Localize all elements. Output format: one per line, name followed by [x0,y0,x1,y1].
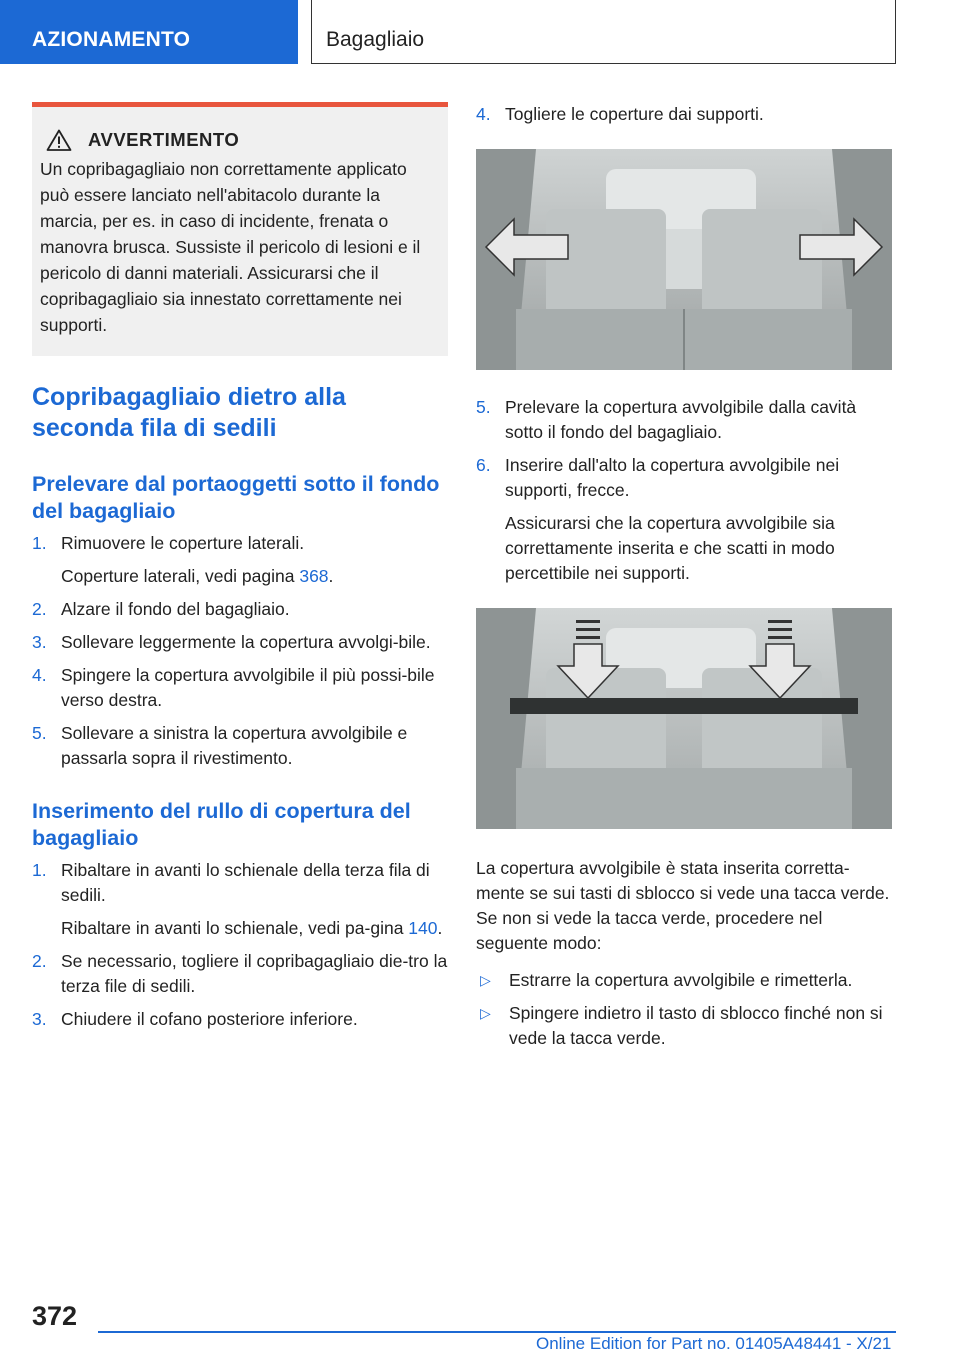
steps-list-remove [32,531,448,771]
step-number: 3. [32,632,47,652]
page-title-box [311,0,896,64]
warning-header [46,129,440,151]
step-number: 4. [32,665,47,685]
step-text: Spingere la copertura avvolgibile il più possi-bile verso destra. [61,665,435,710]
step-number: 2. [32,951,47,971]
step-reference [61,916,448,941]
steps-list-right-b [476,395,892,586]
page-link[interactable]: 368 [299,566,329,586]
step-text: Ribaltare in avanti lo schienale della terza fila di sedili. [61,860,430,905]
step-number: 5. [476,397,491,417]
section-heading: Copribagagliaio dietro alla seconda fila di sedili [32,383,346,442]
step-item [32,858,448,941]
steps-list-insert [32,858,448,1032]
bullet-text: Spingere indietro il tasto di sblocco finché non si vede la tacca verde. [509,1003,883,1048]
reference-text: Ribaltare in avanti lo schienale, vedi pa-gina [61,918,409,938]
reference-suffix: . [437,918,443,938]
step-number: 5. [32,723,47,743]
warning-box [32,102,448,356]
section-title: AZIONAMENTO [32,28,191,51]
step-note: Assicurarsi che la copertura avvolgibile sia correttamente inserita e che scatti in modo percettibile nei supporti. [505,513,835,583]
bullet-item [476,1001,892,1051]
left-column [32,102,448,1040]
subsection-heading-insert: Inserimento del rullo di copertura del bagagliaio [32,799,411,850]
bullet-text: Estrarre la copertura avvolgibile e rimetterla. [509,970,853,990]
step-item [32,531,448,589]
step-item [32,663,448,713]
warning-text: Un copribagagliaio non correttamente applicato può essere lanciato nell'abitacolo durante la marcia, per es. in caso di incidente, frenata o manovra brusca. Sussiste il pericolo di lesioni e il pericolo di danni materiali. Assicurarsi che il copribagagliaio sia innestato correttamente nei supporti. [40,159,421,335]
step-number: 6. [476,455,491,475]
trunk-photo-side-covers [476,149,892,370]
reference-text: Coperture laterali, vedi pagina [61,566,300,586]
step-item [32,597,448,622]
step-text: Sollevare leggermente la copertura avvolgi-bile. [61,632,431,652]
step-text: Rimuovere le coperture laterali. [61,533,305,553]
step-item [32,630,448,655]
footer-divider [98,1331,896,1333]
subsection-heading-remove: Prelevare dal portaoggetti sotto il fondo del bagagliaio [32,472,440,523]
bullet-item [476,968,892,993]
step-text: Chiudere il cofano posteriore inferiore. [61,1009,358,1029]
steps-list-right-a [476,102,892,127]
step-number: 2. [32,599,47,619]
bullet-marker-icon: ▷ [480,1005,491,1021]
footer-edition: Online Edition for Part no. 01405A48441 - X/21 [536,1334,892,1353]
step-number: 1. [32,533,47,553]
step-text: Prelevare la copertura avvolgibile dalla cavità sotto il fondo del bagagliaio. [505,397,857,442]
right-column [476,102,892,1059]
result-paragraph: La copertura avvolgibile è stata inserita corretta-mente se sui tasti di sblocco si vede una tacca verde. Se non si vede la tacca verde, procedere nel seguente modo: [476,858,890,953]
step-number: 1. [32,860,47,880]
reference-suffix: . [328,566,334,586]
step-text: Togliere le coperture dai supporti. [505,104,764,124]
page-title: Bagagliaio [326,28,425,51]
section-tab [0,0,298,64]
bullet-marker-icon: ▷ [480,972,491,988]
step-reference [61,564,448,589]
step-text: Sollevare a sinistra la copertura avvolgibile e passarla sopra il rivestimento. [61,723,408,768]
page-link[interactable]: 140 [408,918,438,938]
step-item [32,721,448,771]
step-text: Se necessario, togliere il copribagagliaio die-tro la terza file di sedili. [61,951,448,996]
step-text: Inserire dall'alto la copertura avvolgibile nei supporti, frecce. [505,455,840,500]
step-number: 3. [32,1009,47,1029]
warning-title: AVVERTIMENTO [88,129,240,150]
bullet-list [476,968,892,1051]
step-item [476,395,892,445]
step-number: 4. [476,104,491,124]
warning-triangle-icon [46,129,72,151]
step-item [32,1007,448,1032]
step-item [476,453,892,586]
step-item [476,102,892,127]
page-number: 372 [32,1301,78,1331]
step-text: Alzare il fondo del bagagliaio. [61,599,290,619]
step-item [32,949,448,999]
trunk-photo-insert-roller [476,608,892,829]
